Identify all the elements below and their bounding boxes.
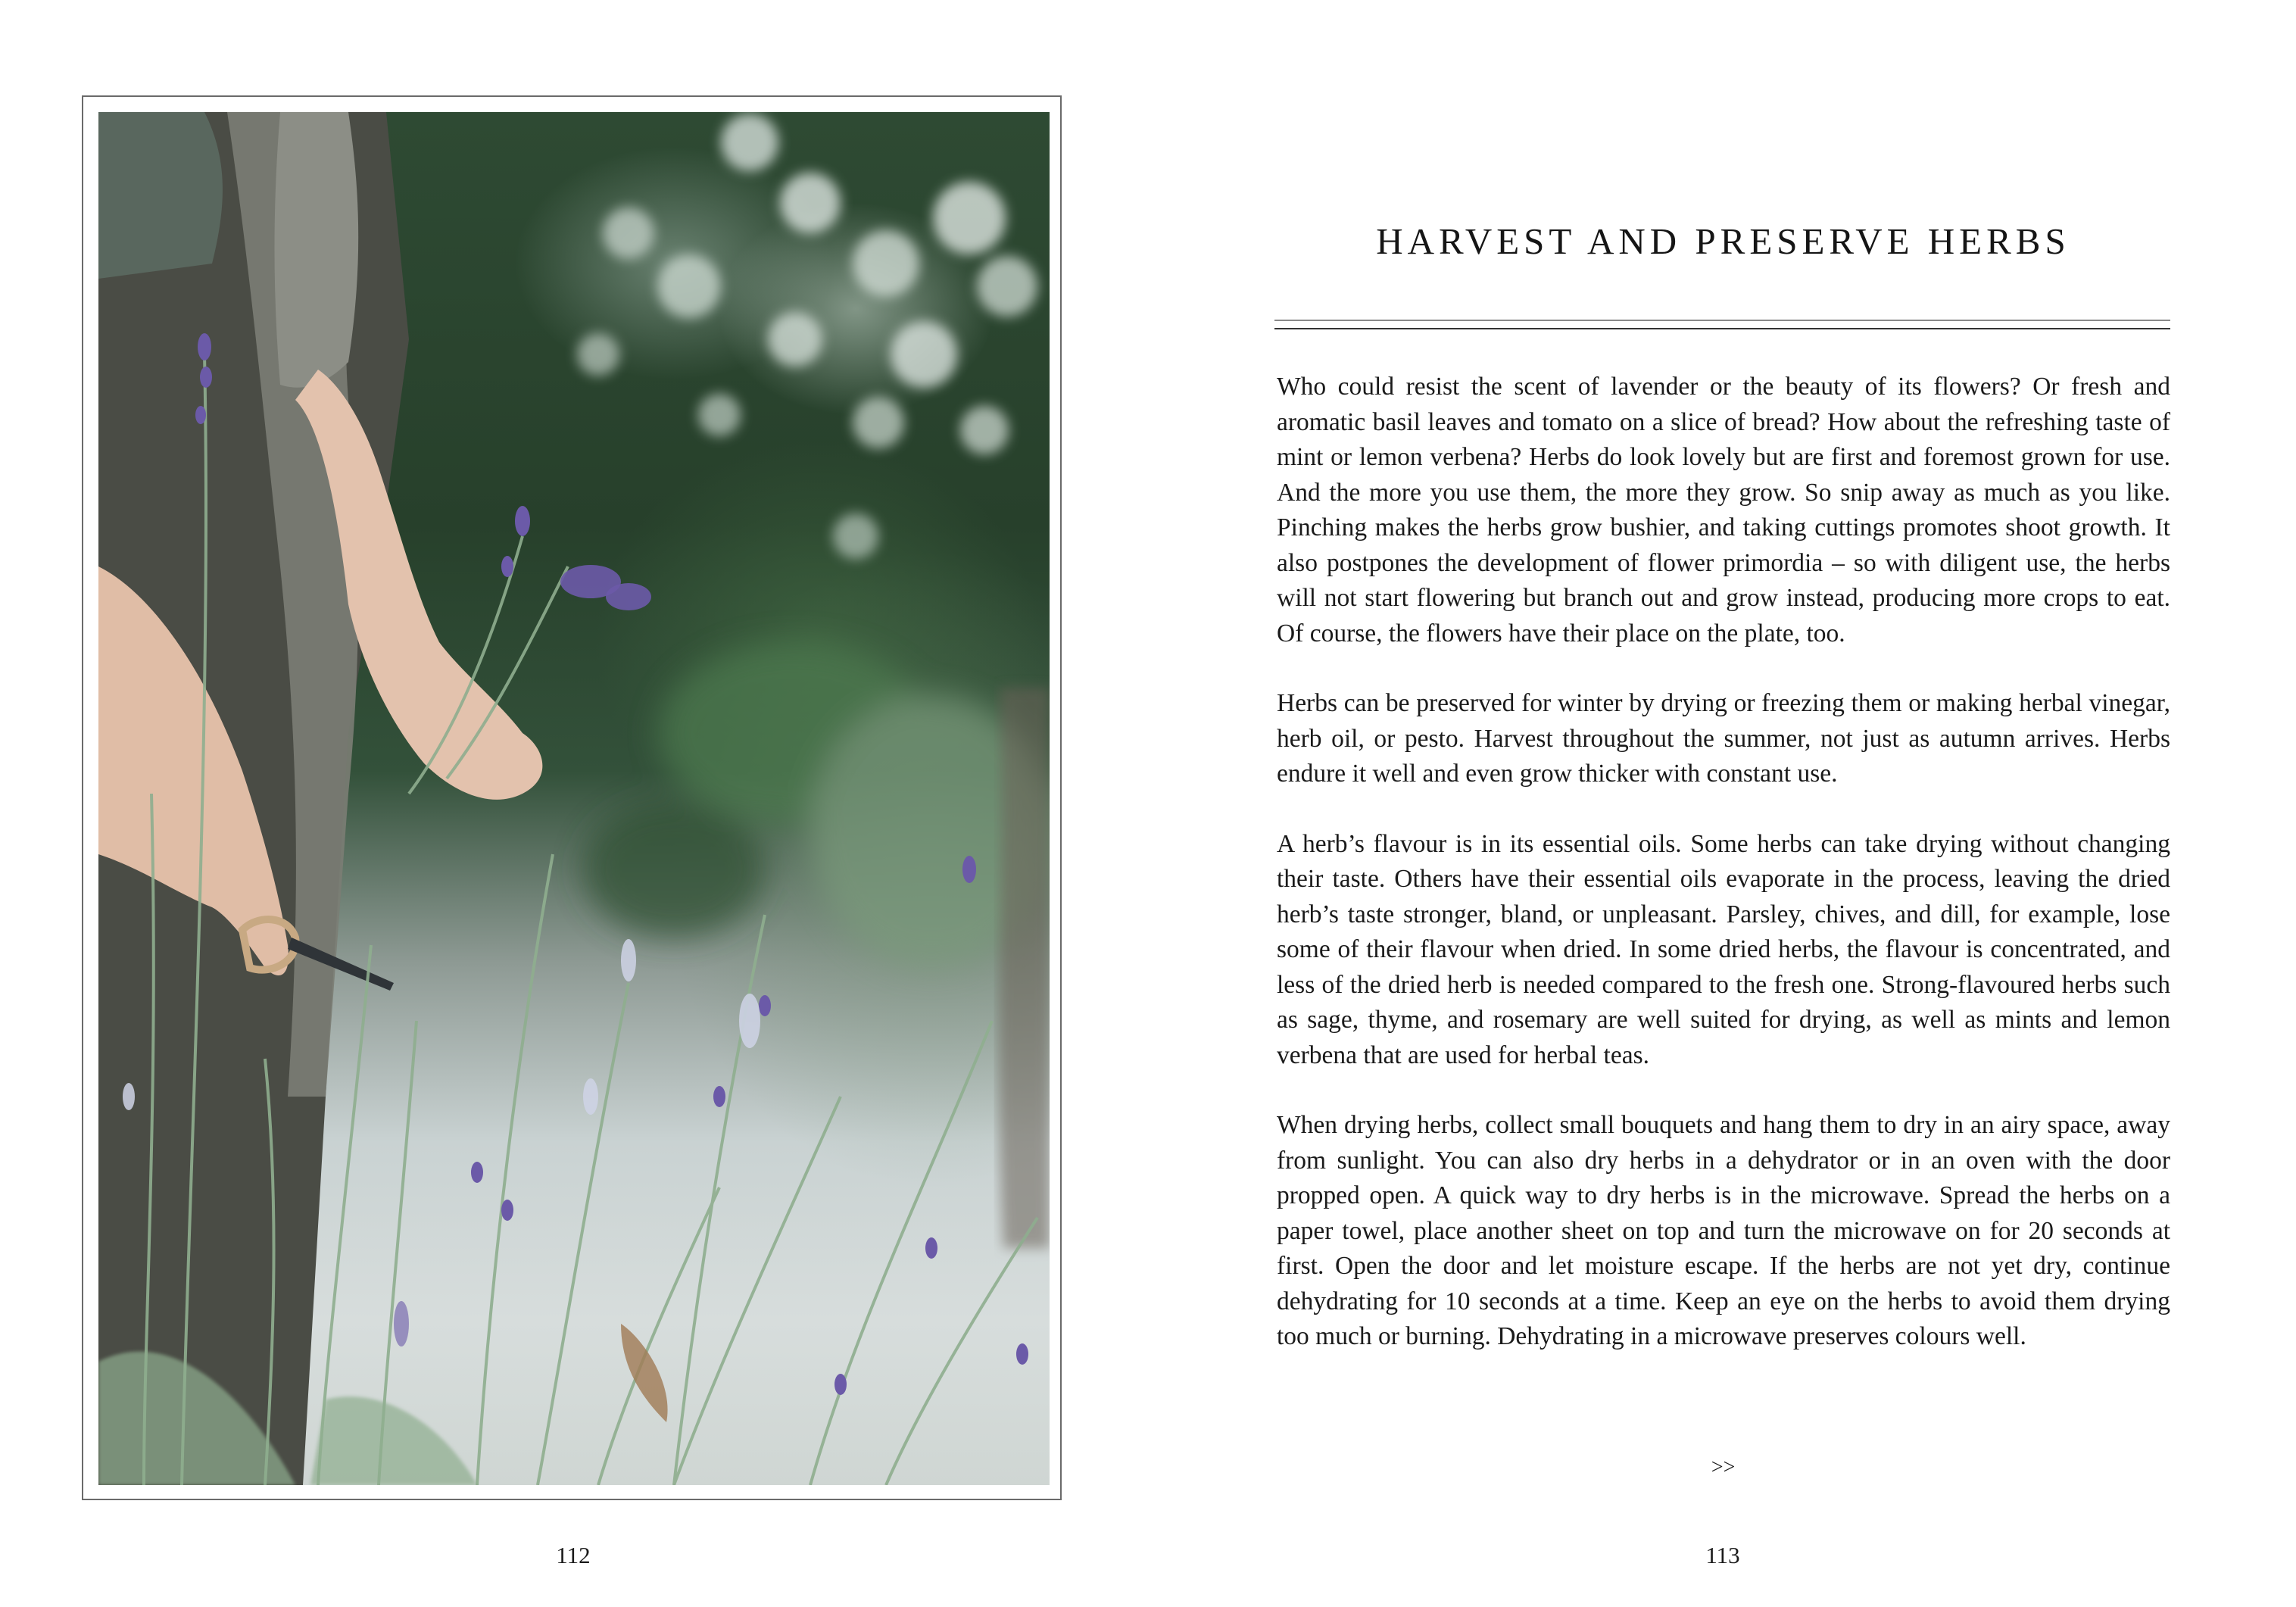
page-number-left: 112	[556, 1542, 591, 1568]
paragraph: When drying herbs, collect small bouquets and hang them to dry in an airy space, away from sunlight. You can also dry herbs in a dehydrator or in an oven with the door propped open. A quick way to dry herbs is in the microwave. Spread the herbs on a paper towel, place another sheet on top and turn the microwave on for 20 seconds at first. Open the door and let moisture escape. If the herbs are not yet dry, continue dehydrating for 10 seconds at a time. Keep an eye on the herbs to avoid them drying too much or burning. Dehydrating in a microwave preserves colours well.	[1277, 1111, 2170, 1350]
continue-mark: >>	[1711, 1456, 1736, 1479]
title-rule-bottom	[1274, 328, 2170, 329]
photo-illustration	[98, 112, 1050, 1485]
lavender-harvest-photo	[98, 112, 1050, 1485]
paragraph: A herb’s flavour is in its essential oils. Some herbs can take drying without changing their taste. Others have their essential oils evaporate in the process, leaving the dried herb’s taste stronger, bland, or unpleasant. Parsley, chives, and dill, for example, lose some of their flavour when dried. In some dried herbs, the flavour is concentrated, and less of the dried herb is needed compared to the fresh one. Strong-flavoured herbs such as sage, thyme, and rosemary are well suited for drying, as well as mints and lemon verbena that are used for herbal teas.	[1277, 829, 2170, 1069]
paragraph: Who could resist the scent of lavender or the beauty of its flowers? Or fresh and aromatic basil leaves and tomato on a slice of bread? How about the refreshing taste of mint or lemon verbena? Herbs do look lovely but are first and foremost grown for use. And the more you use them, the more they grow. So snip away as much as you like. Pinching makes the herbs grow bushier, and taking cuttings promotes shoot growth. It also postpones the development of flower primordia – so with diligent use, the herbs will not start flowering but branch out and grow instead, producing more crops to eat. Of course, the flowers have their place on the plate, too.	[1277, 373, 2170, 647]
right-page	[1148, 0, 2296, 1607]
bokeh-lights	[577, 114, 1037, 559]
chapter-title: HARVEST AND PRESERVE HERBS	[1376, 220, 2070, 262]
photo-frame	[82, 95, 1062, 1500]
paragraph: Herbs can be preserved for winter by drying or freezing them or making herbal vinegar, herb oil, or pesto. Harvest throughout the summer, not just as autumn arrives. Herbs endure it well and even grow thicker with constant use.	[1277, 689, 2170, 788]
title-rule-top	[1274, 320, 2170, 321]
page-number-right: 113	[1705, 1542, 1740, 1568]
body-text	[1277, 370, 2170, 1390]
